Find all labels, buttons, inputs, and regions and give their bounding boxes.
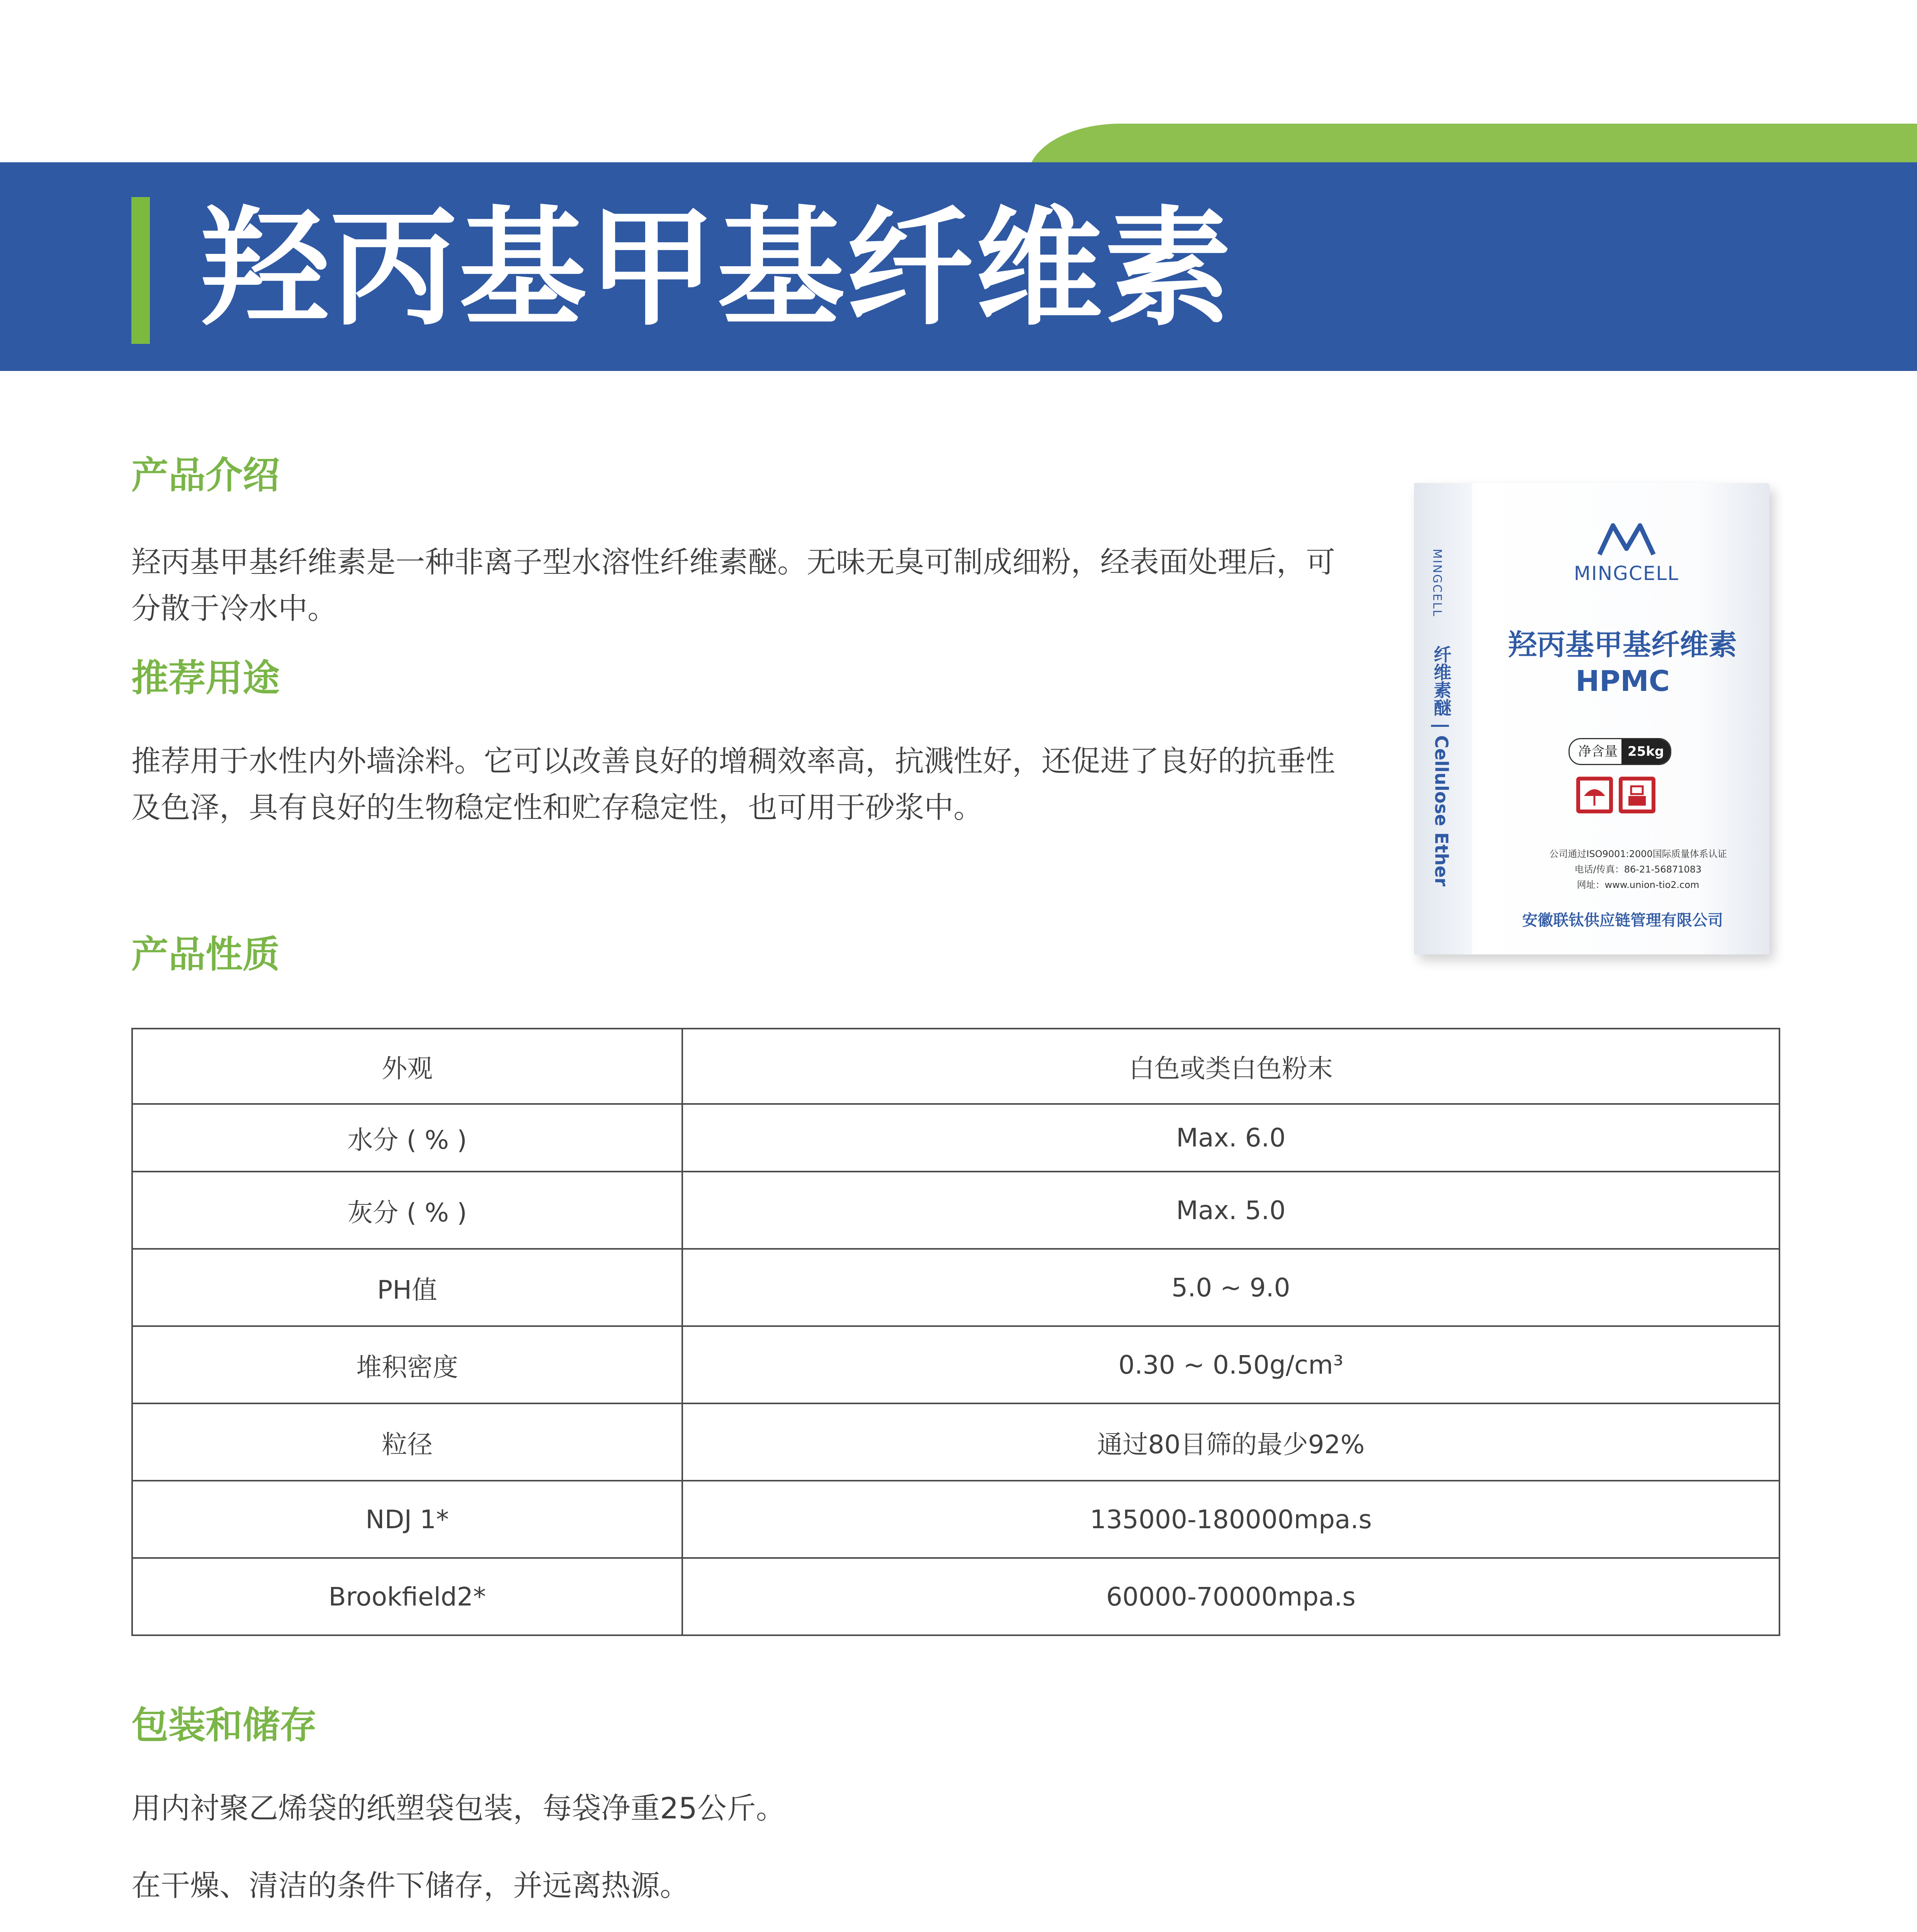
packaging-line-1: 用内衬聚乙烯袋的纸塑袋包装，每袋净重25公斤。 (131, 1791, 785, 1825)
packaging-heading: 包装和储存 (131, 1704, 317, 1747)
table-row (132, 1029, 1779, 1104)
header-accent-bar (131, 197, 150, 344)
table-row (132, 1558, 1779, 1635)
table-row (132, 1104, 1779, 1172)
page-title: 羟丙基甲基纤维素 (201, 194, 1233, 343)
bag-side-brand: MINGCELL (1430, 549, 1444, 617)
packaging-line-2: 在干燥、清洁的条件下储存，并远离热源。 (131, 1868, 689, 1903)
property-value: 白色或类白色粉末 (682, 1029, 1779, 1104)
keep-dry-umbrella-icon (1576, 777, 1613, 813)
usage-heading: 推荐用途 (131, 656, 280, 700)
property-value: 通过80目筛的最少92% (682, 1403, 1779, 1481)
bag-subtitle: HPMC (1575, 665, 1670, 698)
table-row (132, 1481, 1779, 1558)
table-row (132, 1249, 1779, 1326)
bag-phone-text: 电话/传真：86-21-56871083 (1574, 864, 1702, 875)
property-name: 水分 ( % ) (132, 1104, 682, 1172)
property-name: Brookfield2* (132, 1558, 682, 1635)
property-value: Max. 6.0 (682, 1104, 1779, 1172)
bag-net-label: 净含量 (1578, 744, 1618, 759)
property-name: NDJ 1* (132, 1481, 682, 1558)
property-name: 灰分 ( % ) (132, 1172, 682, 1249)
property-value: Max. 5.0 (682, 1172, 1779, 1249)
product-bag-image (1414, 483, 1769, 954)
property-name: 外观 (132, 1029, 682, 1104)
mingcell-logo-icon (1596, 522, 1657, 556)
property-name: 堆积密度 (132, 1326, 682, 1403)
property-value: 135000-180000mpa.s (682, 1481, 1779, 1558)
property-value: 60000-70000mpa.s (682, 1558, 1779, 1635)
usage-text: 推荐用于水性内外墙涂料。它可以改善良好的增稠效率高，抗溅性好，还促进了良好的抗垂性及色泽，具有良好的生物稳定性和贮存稳定性，也可用于砂浆中。 (131, 744, 1335, 825)
properties-heading: 产品性质 (131, 933, 280, 976)
bag-title: 羟丙基甲基纤维素 (1508, 628, 1737, 662)
bag-company: 安徽联钛供应链管理有限公司 (1522, 912, 1723, 929)
bag-cert-text: 公司通过ISO9001:2000国际质量体系认证 (1549, 849, 1727, 859)
bag-site-text: 网址：www.union-tio2.com (1577, 879, 1699, 890)
bag-brand: MINGCELL (1574, 562, 1679, 585)
intro-text: 羟丙基甲基纤维素是一种非离子型水溶性纤维素醚。无味无臭可制成细粉，经表面处理后，可分散于冷水中。 (131, 545, 1335, 626)
bag-side-text: 纤维素醚 | Cellulose Ether (1431, 645, 1452, 887)
property-value: 5.0 ~ 9.0 (682, 1249, 1779, 1326)
table-row (132, 1172, 1779, 1249)
table-row (132, 1326, 1779, 1403)
property-value: 0.30 ~ 0.50g/cm³ (682, 1326, 1779, 1403)
property-name: 粒径 (132, 1403, 682, 1481)
bag-net-value: 25kg (1621, 739, 1670, 764)
bag-net-weight (1569, 738, 1671, 765)
properties-table (131, 1028, 1780, 1636)
property-name: PH值 (132, 1249, 682, 1326)
table-row (132, 1403, 1779, 1481)
stacking-limit-icon (1619, 777, 1655, 813)
intro-heading: 产品介绍 (131, 454, 280, 497)
